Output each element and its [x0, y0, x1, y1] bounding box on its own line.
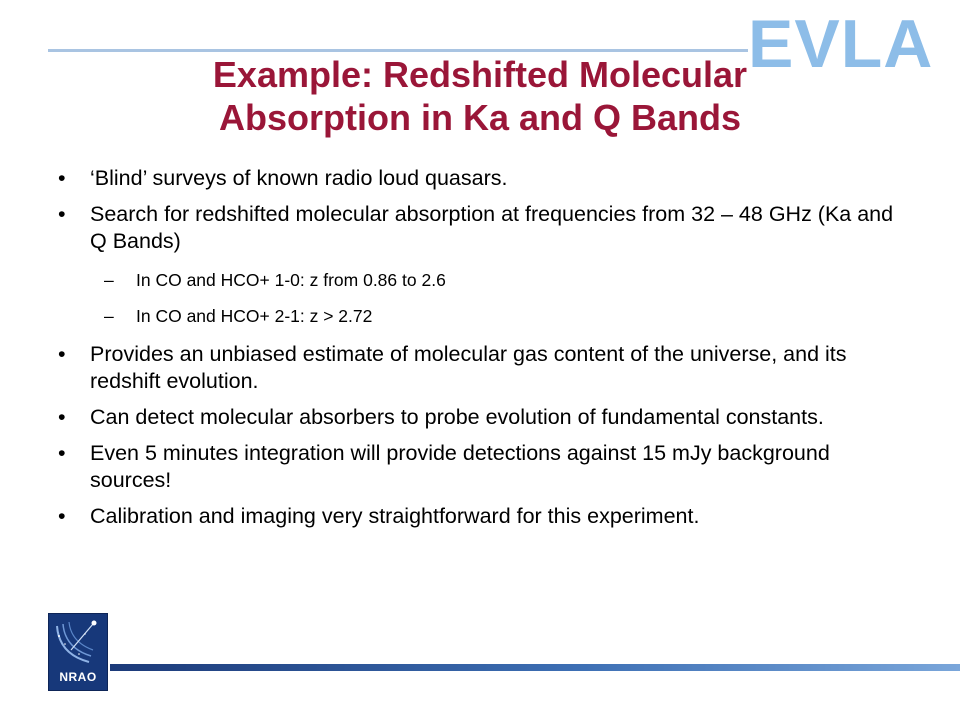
bullet-text: Even 5 minutes integration will provide detections against 15 mJy background sources!	[90, 441, 830, 492]
sub-bullet-text: In CO and HCO+ 1-0: z from 0.86 to 2.6	[136, 270, 446, 290]
sub-item-co-2-1	[58, 305, 898, 327]
sub-bullet-text: In CO and HCO+ 2-1: z > 2.72	[136, 306, 373, 326]
bullet-item-search	[58, 201, 898, 255]
header-rule	[48, 49, 748, 52]
sub-item-co-1-0	[58, 269, 898, 291]
sub-bullet-mark: –	[104, 306, 114, 326]
bullet-text: Calibration and imaging very straightforward for this experiment.	[90, 504, 700, 528]
bullet-mark: •	[58, 405, 66, 429]
slide-title-line-2: Absorption in Ka and Q Bands	[218, 97, 742, 138]
radio-dish-icon	[49, 614, 107, 674]
nrao-logo-text: NRAO	[59, 670, 97, 684]
slide-title-line-1: Example: Redshifted Molecular	[212, 54, 748, 95]
bullet-mark: •	[58, 504, 66, 528]
bullet-mark: •	[58, 202, 66, 226]
footer-bar	[110, 664, 960, 671]
bullet-mark: •	[58, 342, 66, 366]
bullet-mark: •	[58, 166, 66, 190]
bullet-item-calibration	[58, 503, 898, 530]
bullet-item-detections	[58, 440, 898, 494]
bullet-text: Provides an unbiased estimate of molecular gas content of the universe, and its redshift evolution.	[90, 342, 847, 393]
bullet-text: Search for redshifted molecular absorption at frequencies from 32 – 48 GHz (Ka and Q Bands)	[90, 202, 894, 253]
slide-title	[90, 53, 870, 139]
sub-bullet-mark: –	[104, 270, 114, 290]
bullet-item-fundamental-constants	[58, 404, 898, 431]
bullet-text: ‘Blind’ surveys of known radio loud quasars.	[90, 166, 508, 190]
bullet-mark: •	[58, 441, 66, 465]
bullet-item-blind-surveys	[58, 165, 898, 192]
bullet-text: Can detect molecular absorbers to probe evolution of fundamental constants.	[90, 405, 824, 429]
nrao-logo	[48, 613, 108, 691]
bullet-list	[58, 165, 898, 539]
evla-logo: EVLA	[748, 6, 934, 82]
bullet-item-unbiased-estimate	[58, 341, 898, 395]
